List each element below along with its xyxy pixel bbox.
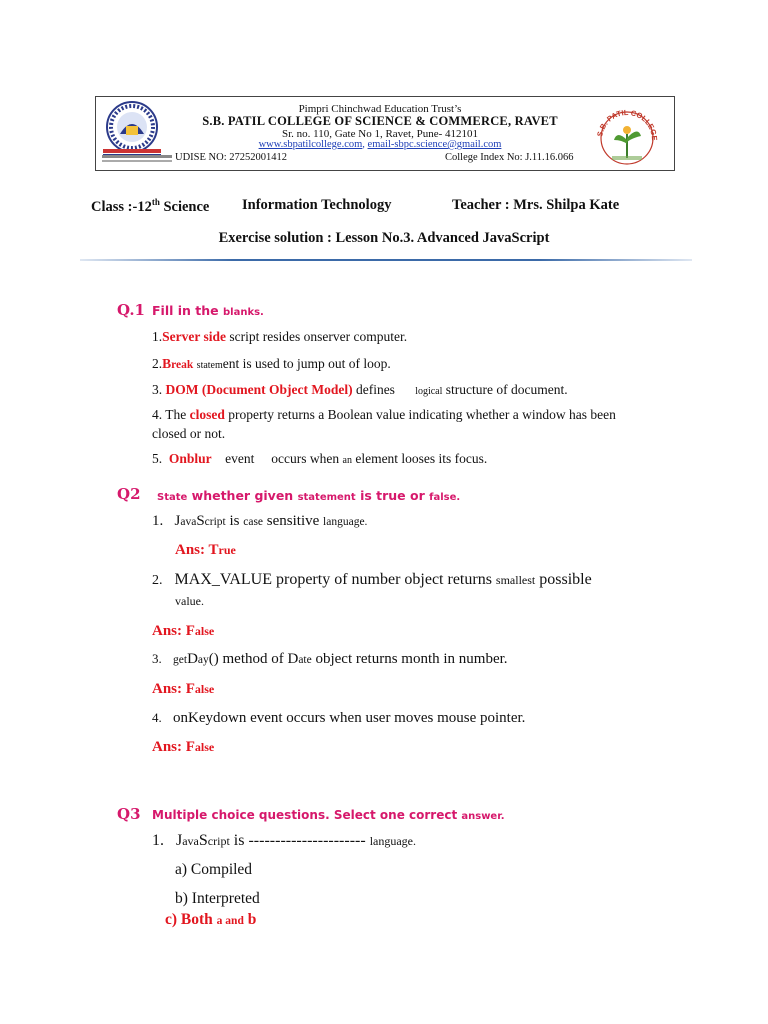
q2-item-4: 4. onKeydown event occurs when user moves mouse pointer. xyxy=(152,710,526,726)
q2-answer-1: Ans: True xyxy=(175,542,236,558)
q2-number: Q2 xyxy=(117,485,141,503)
q3-item-1: 1. JavaScript is ---------------------- language. xyxy=(152,832,416,849)
q2-item-2-continued: value. xyxy=(175,594,204,608)
q3-option-b: b) Interpreted xyxy=(175,890,260,907)
emblem-caption-strip xyxy=(102,155,172,164)
q2-title: State whether given statement is true or false. xyxy=(157,488,461,503)
college-emblem-logo xyxy=(100,100,164,158)
college-index: College Index No: J.11.16.066 xyxy=(445,152,574,163)
q2-answer-3: Ans: False xyxy=(152,681,215,697)
q1-item-1: 1.Server side script resides onserver computer. xyxy=(152,329,408,344)
q3-title: Multiple choice questions. Select one correct answer. xyxy=(152,808,505,822)
q2-answer-2: Ans: False xyxy=(152,623,215,639)
q1-item-5: 5. Onblur event occurs when an element looses its focus. xyxy=(152,451,488,466)
q1-number: Q.1 xyxy=(117,301,145,319)
college-seal-logo xyxy=(592,100,662,166)
website-link[interactable]: www.sbpatilcollege.com xyxy=(258,139,363,150)
q2-item-2: 2. MAX_VALUE property of number object returns smallest possible xyxy=(152,571,592,588)
divider-line xyxy=(80,259,692,261)
college-name: S.B. PATIL COLLEGE OF SCIENCE & COMMERCE, RAVET xyxy=(202,114,558,128)
udise-number: UDISE NO: 27252001412 xyxy=(175,152,287,163)
q3-option-a: a) Compiled xyxy=(175,861,253,878)
q1-title: Fill in the blanks. xyxy=(152,303,264,318)
trust-name: Pimpri Chinchwad Education Trust’s xyxy=(298,103,462,115)
q3-option-c-correct: c) Both a and b xyxy=(165,911,257,928)
q2-item-1: 1. JavaScript is case sensitive language. xyxy=(152,513,368,529)
q2-item-3: 3. getDay() method of Date object returns month in number. xyxy=(152,651,508,667)
q2-answer-4: Ans: False xyxy=(152,739,215,755)
contact-links: www.sbpatilcollege.com, email-sbpc.science@gmail.com xyxy=(258,139,502,150)
q3-number: Q3 xyxy=(117,805,141,823)
q1-item-4: 4. The closed property returns a Boolean value indicating whether a window has been xyxy=(152,407,616,422)
q1-item-2: 2.Break statement is used to jump out of loop. xyxy=(152,356,391,371)
college-address: Sr. no. 110, Gate No 1, Ravet, Pune- 412101 xyxy=(281,128,479,140)
exercise-title: Exercise solution : Lesson No.3. Advanced JavaScript xyxy=(218,230,550,246)
class-label: Class :-12th Science xyxy=(91,197,210,215)
q1-item-3: 3. DOM (Document Object Model) defines logical structure of document. xyxy=(152,382,568,397)
seal-text: S.B. PATIL COLLEGE xyxy=(595,107,660,141)
teacher-label: Teacher : Mrs. Shilpa Kate xyxy=(452,197,620,213)
subject-label: Information Technology xyxy=(242,197,392,213)
email-link[interactable]: email-sbpc.science@gmail.com xyxy=(367,139,502,150)
q1-item-4-continued: closed or not. xyxy=(152,426,226,441)
